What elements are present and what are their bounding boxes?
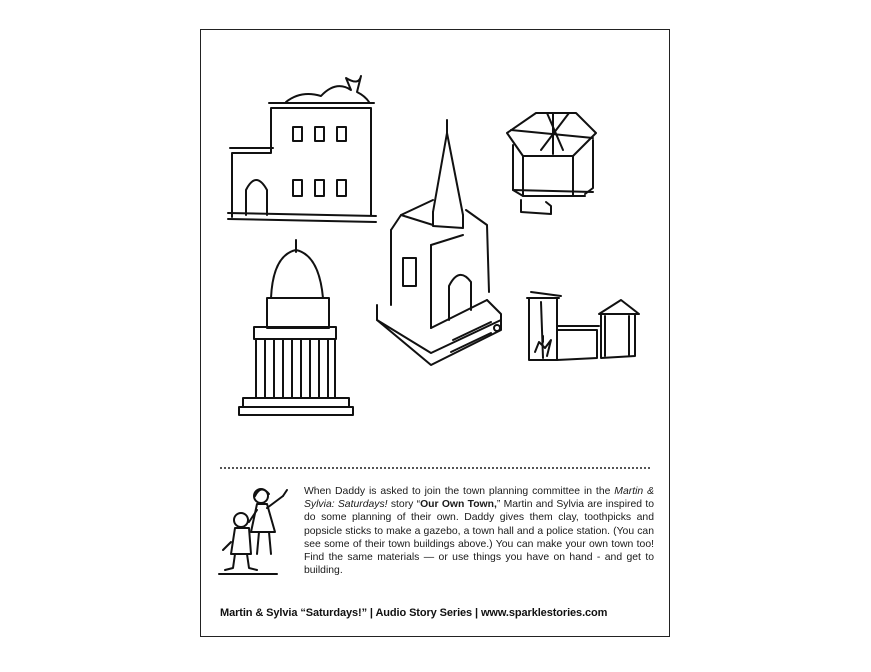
footer-series-credit: Martin & Sylvia “Saturdays!” | Audio Story Series | www.sparklestories.com (220, 607, 608, 619)
story-text-body: ” Martin and Sylvia are inspired to do some planning of their own. Daddy gives them clay, toothpicks and popsicle sticks to make a gazebo, a town hall and a police station. (You can see some of their town buildings above.) You can make your own town too! Find the same materials — or use things you have on hand - and get to building. (304, 499, 654, 577)
children-drawing (217, 482, 297, 582)
series-name-italic: Martin & Sylvia: Saturdays! (304, 486, 655, 511)
story-title: Our Own Town, (420, 499, 497, 511)
gazebo-drawing (507, 113, 596, 214)
coloring-page (200, 29, 670, 637)
police-station-drawing (527, 292, 639, 360)
capitol-dome-drawing (239, 240, 353, 415)
town-buildings-illustration (201, 30, 668, 460)
story-description (304, 485, 654, 577)
story-text-intro: When Daddy is asked to join the town planning committee in the (304, 486, 615, 497)
dotted-divider (220, 467, 650, 469)
church-steeple-drawing (377, 120, 501, 365)
story-text-mid: story “ (387, 499, 421, 511)
town-hall-drawing (228, 76, 376, 222)
